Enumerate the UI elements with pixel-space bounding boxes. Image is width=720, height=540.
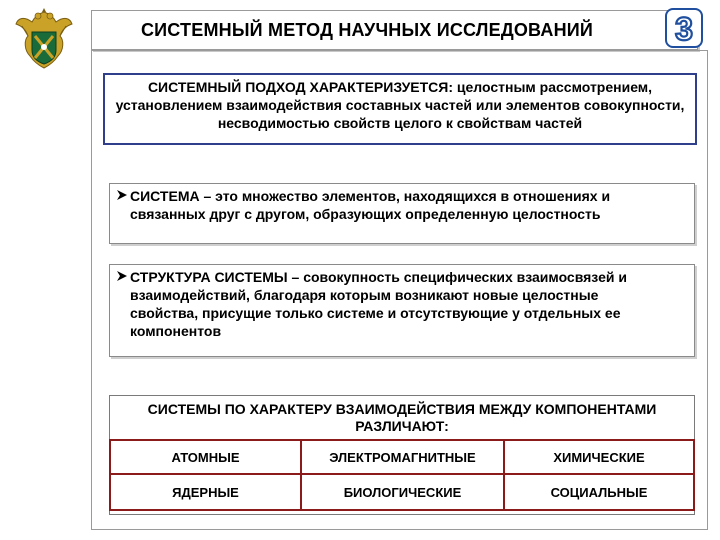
type-cell-electromagnetic: ЭЛЕКТРОМАГНИТНЫЕ <box>300 439 505 475</box>
slide-title: СИСТЕМНЫЙ МЕТОД НАУЧНЫХ ИССЛЕДОВАНИЙ <box>140 20 594 40</box>
slide-title-box <box>91 10 698 50</box>
bullet-arrow-icon <box>116 189 128 201</box>
type-cell-nuclear: ЯДЕРНЫЕ <box>109 473 302 511</box>
type-cell-social: СОЦИАЛЬНЫЕ <box>503 473 695 511</box>
slide-number: 3 <box>675 11 693 47</box>
approach-text: СИСТЕМНЫЙ ПОДХОД ХАРАКТЕРИЗУЕТСЯ: целостным рассмотрением, установлением взаимодействия составных частей или элементов совокупности, несводимостью свойств целого к свойствам частей <box>115 79 685 131</box>
bullet-arrow-icon <box>116 270 128 282</box>
type-cell-atomic: АТОМНЫЕ <box>109 439 302 475</box>
definition-structure-box <box>109 264 695 357</box>
slide-number-badge <box>665 8 703 48</box>
type-cell-biological: БИОЛОГИЧЕСКИЕ <box>300 473 505 511</box>
system-types-heading: СИСТЕМЫ ПО ХАРАКТЕРУ ВЗАИМОДЕЙСТВИЯ МЕЖДУ КОМПОНЕНТАМИ РАЗЛИЧАЮТ: <box>147 401 657 434</box>
customs-eagle-emblem-icon <box>14 6 74 72</box>
definition-system-text: СИСТЕМА – это множество элементов, находящихся в отношениях и связанных друг с другом, образующих определенную целостность <box>130 188 611 222</box>
definition-structure-text: СТРУКТУРА СИСТЕМЫ – совокупность специфических взаимосвязей и взаимодействий, благодаря которым возникают новые целостные свойства, присущие только системе и отсутствующие у отдельных ее компонентов <box>130 269 627 339</box>
definition-system-box <box>109 183 695 244</box>
type-cell-chemical: ХИМИЧЕСКИЕ <box>503 439 695 475</box>
